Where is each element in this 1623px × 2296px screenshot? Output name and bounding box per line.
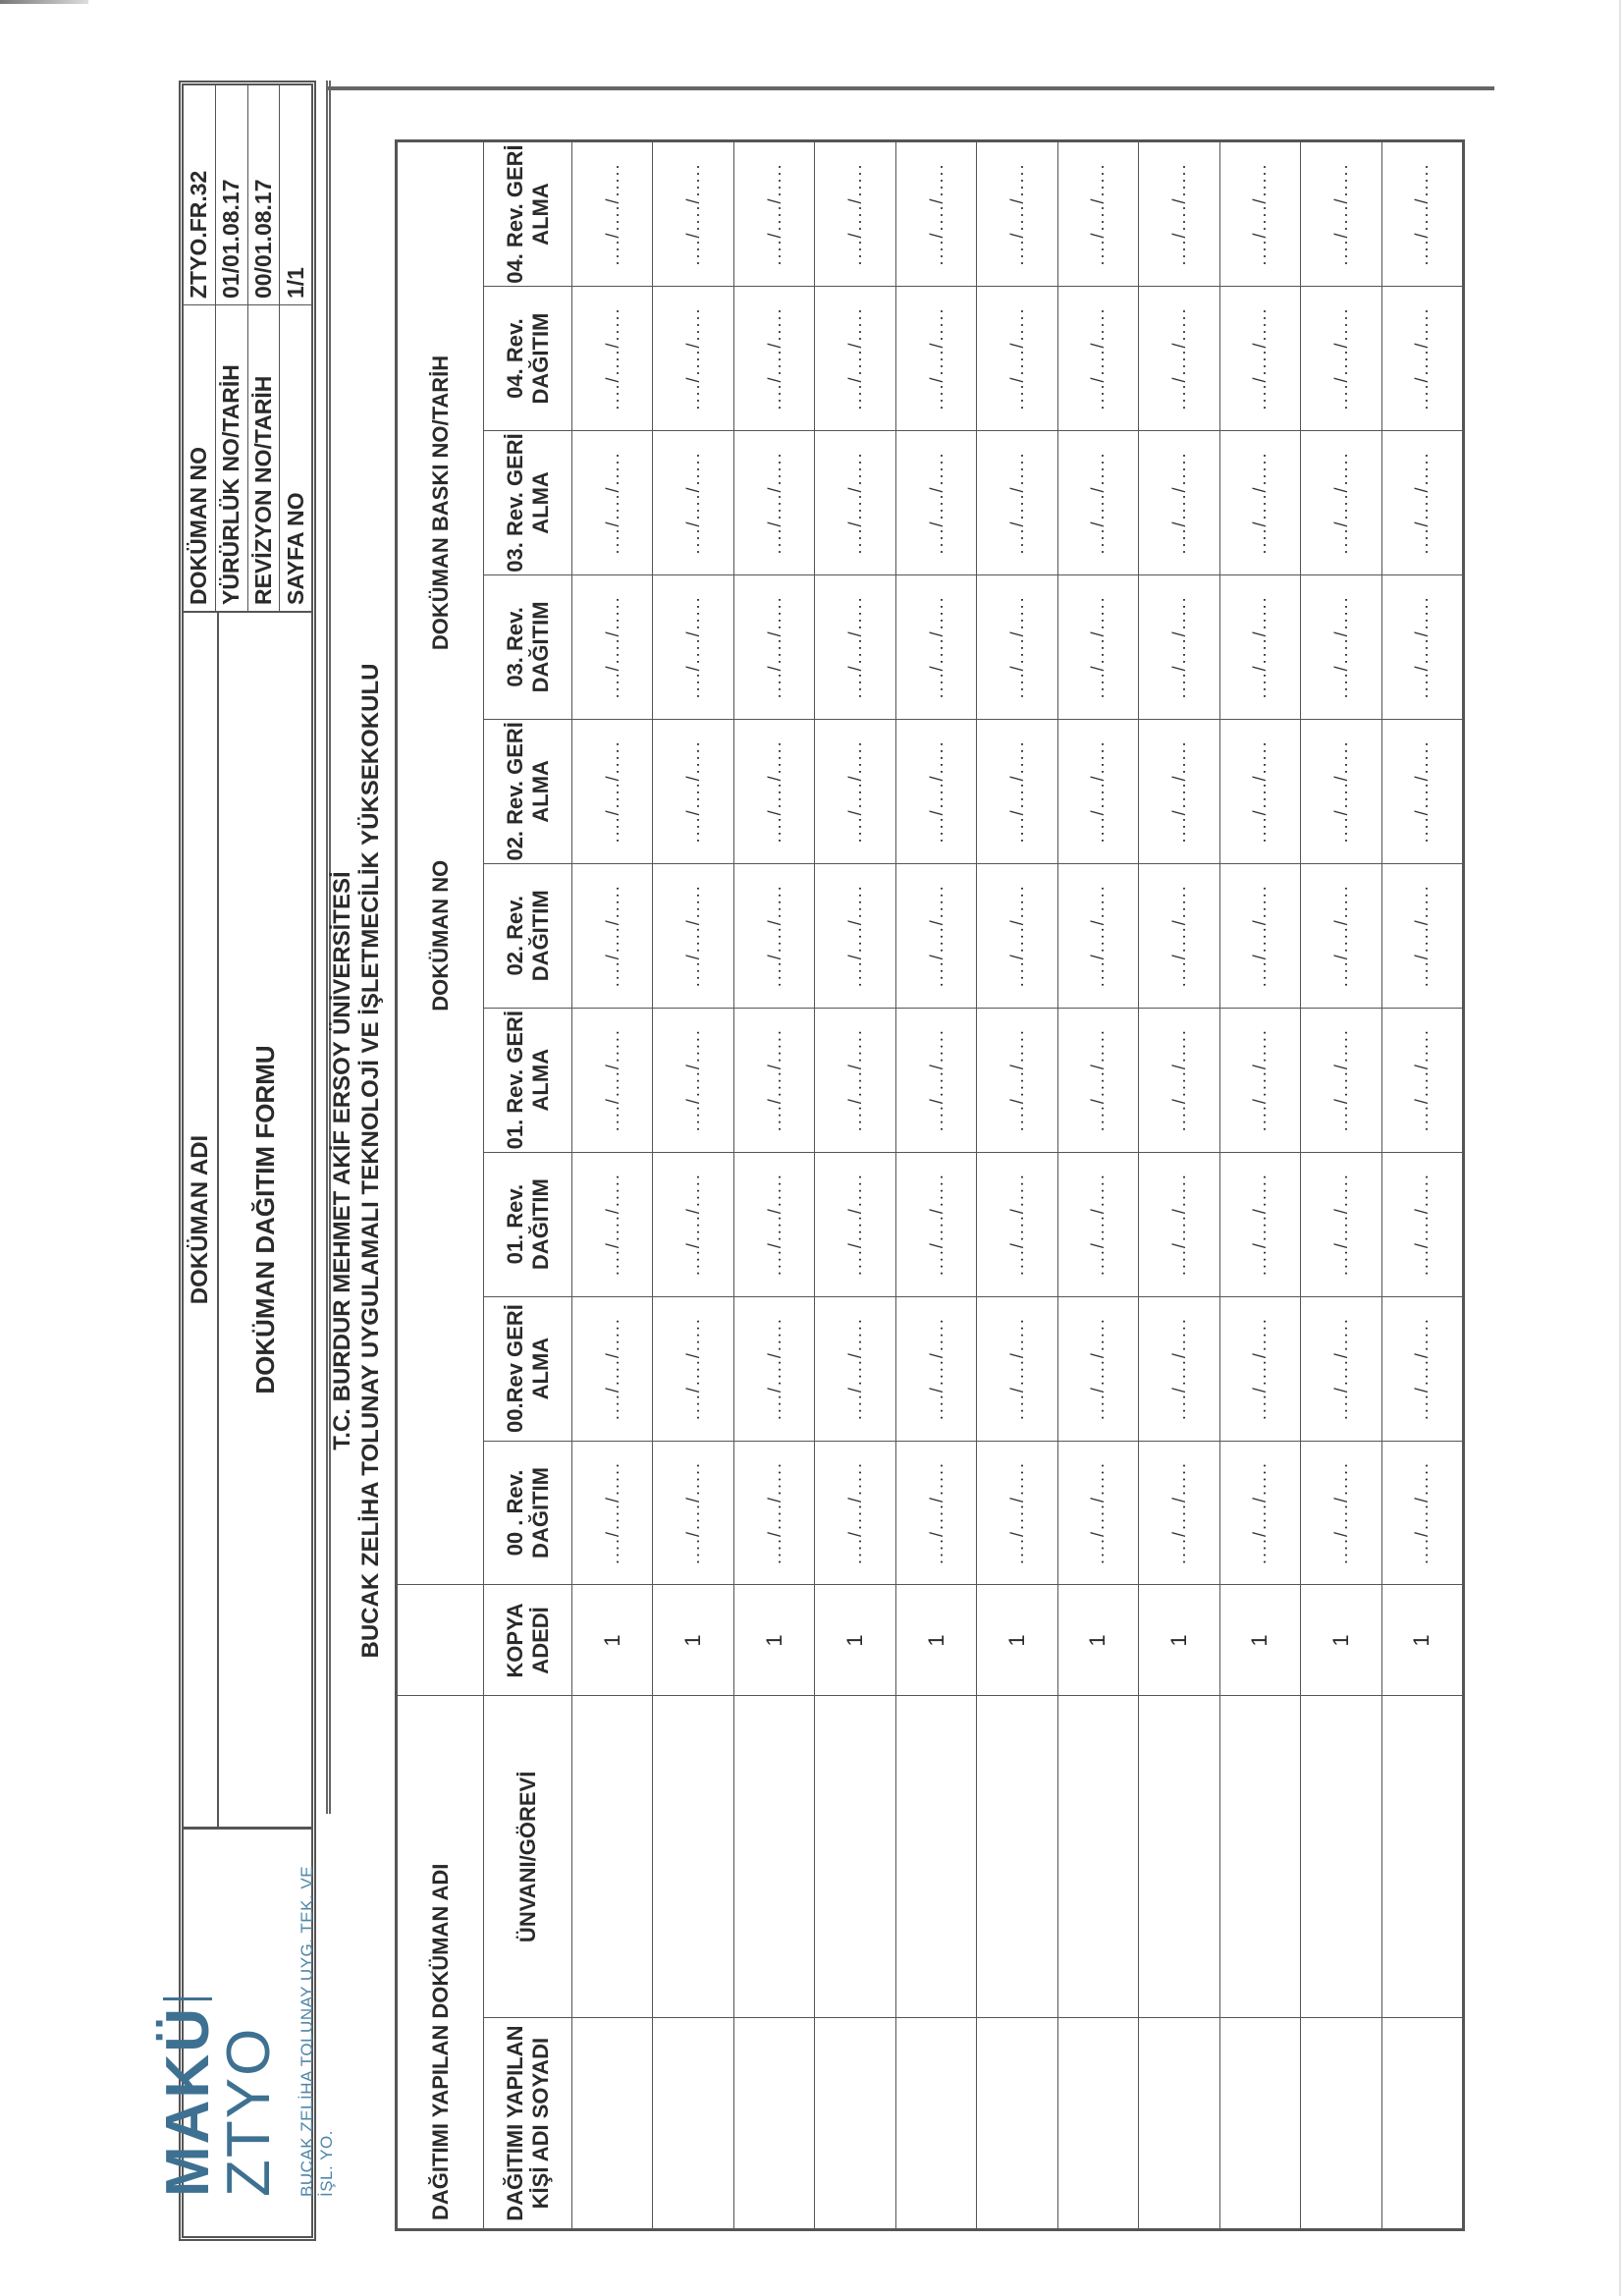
recipient-title-cell[interactable] — [815, 1696, 895, 2018]
recipient-name-cell[interactable] — [1301, 2018, 1381, 2229]
column-header: 00 . Rev. DAĞITIM — [484, 1441, 572, 1585]
recipient-title-cell[interactable] — [1381, 1696, 1462, 2018]
form-header — [154, 81, 336, 2241]
revision-date-cell[interactable]: ..../..../..... — [977, 287, 1057, 431]
column-header: ÜNVANI/GÖREVİ — [484, 1696, 572, 2018]
revision-date-cell[interactable]: ..../..../..... — [895, 1441, 976, 1585]
revision-date-cell[interactable]: ..../..../..... — [572, 142, 653, 287]
copy-count-cell: 1 — [1381, 1585, 1462, 1696]
logo-brand-right: ZTYO — [215, 2026, 283, 2197]
logo — [154, 1827, 336, 2236]
column-header: 01. Rev. GERİ ALMA — [484, 1008, 572, 1152]
revision-date-cell[interactable]: ..../..../..... — [895, 287, 976, 431]
table-row — [815, 142, 895, 2229]
recipient-title-cell[interactable] — [895, 1696, 976, 2018]
meta-value: ZTYO.FR.32 — [186, 170, 212, 299]
revision-date-cell[interactable]: ..../..../..... — [1301, 574, 1381, 719]
table-row — [895, 142, 976, 2229]
revision-date-cell[interactable]: ..../..../..... — [1057, 431, 1138, 575]
frame-divider — [326, 86, 1494, 90]
revision-date-cell[interactable]: ..../..../..... — [653, 574, 733, 719]
recipient-title-cell[interactable] — [572, 1696, 653, 2018]
institution-line-2: BUCAK ZELİHA TOLUNAY UYGULAMALI TEKNOLOJİ VE İŞLETMECİLİK YÜKSEKOKULU — [357, 663, 384, 1659]
logo-subtitle: BUCAK ZELİHA TOLUNAY UYG. TEK. VE İŞL. YO. — [298, 1865, 336, 2197]
revision-date-cell[interactable]: ..../..../..... — [1301, 863, 1381, 1008]
revision-date-cell[interactable]: ..../..../..... — [733, 719, 814, 863]
revision-date-cell[interactable]: ..../..../..... — [1057, 287, 1138, 431]
revision-date-cell[interactable]: ..../..../..... — [1381, 142, 1462, 287]
revision-date-cell[interactable]: ..../..../..... — [1057, 574, 1138, 719]
document-name-label: DOKÜMAN ADI — [184, 613, 219, 1827]
revision-date-cell[interactable]: ..../..../..... — [733, 142, 814, 287]
revision-date-cell[interactable]: ..../..../..... — [815, 1008, 895, 1152]
revision-date-cell[interactable]: ..../..../..... — [572, 1008, 653, 1152]
recipient-title-cell[interactable] — [733, 1696, 814, 2018]
recipient-title-cell[interactable] — [977, 1696, 1057, 2018]
revision-date-cell[interactable]: ..../..../..... — [895, 719, 976, 863]
revision-date-cell[interactable]: ..../..../..... — [1381, 1296, 1462, 1441]
column-header: DAĞITIMI YAPILAN KİŞİ ADI SOYADI — [484, 2018, 572, 2229]
revision-date-cell[interactable]: ..../..../..... — [1139, 142, 1219, 287]
meta-row-effective — [216, 85, 248, 611]
table-row — [733, 142, 814, 2229]
revision-date-cell[interactable]: ..../..../..... — [733, 863, 814, 1008]
revision-date-cell[interactable]: ..../..../..... — [1057, 863, 1138, 1008]
document-meta — [184, 85, 311, 611]
column-header: 01. Rev. DAĞITIM — [484, 1152, 572, 1296]
copy-count-cell: 1 — [653, 1585, 733, 1696]
revision-date-cell[interactable]: ..../..../..... — [1139, 1296, 1219, 1441]
column-header: 03. Rev. GERİ ALMA — [484, 431, 572, 575]
recipient-name-cell[interactable] — [1057, 2018, 1138, 2229]
revision-date-cell[interactable]: ..../..../..... — [1219, 719, 1300, 863]
recipient-name-cell[interactable] — [895, 2018, 976, 2229]
copy-count-cell: 1 — [977, 1585, 1057, 1696]
revision-date-cell[interactable]: ..../..../..... — [653, 1441, 733, 1585]
form-sheet — [154, 81, 1494, 2241]
revision-date-cell[interactable]: ..../..../..... — [572, 1296, 653, 1441]
revision-date-cell[interactable]: ..../..../..... — [815, 142, 895, 287]
revision-date-cell[interactable]: ..../..../..... — [653, 142, 733, 287]
recipient-name-cell[interactable] — [733, 2018, 814, 2229]
revision-date-cell[interactable]: ..../..../..... — [895, 1296, 976, 1441]
revision-date-cell[interactable]: ..../..../..... — [1139, 431, 1219, 575]
revision-date-cell[interactable]: ..../..../..... — [977, 1152, 1057, 1296]
meta-key: DOKÜMAN NO — [184, 304, 215, 611]
revision-date-cell[interactable]: ..../..../..... — [1219, 1296, 1300, 1441]
scan-edge-right — [1619, 0, 1621, 2296]
revision-date-cell[interactable]: ..../..../..... — [1057, 1441, 1138, 1585]
column-header: 02. Rev. DAĞITIM — [484, 863, 572, 1008]
revision-date-cell[interactable]: ..../..../..... — [572, 1152, 653, 1296]
table-row — [572, 142, 653, 2229]
revision-date-cell[interactable]: ..../..../..... — [653, 1152, 733, 1296]
revision-date-cell[interactable]: ..../..../..... — [1301, 1296, 1381, 1441]
copy-count-cell: 1 — [733, 1585, 814, 1696]
copy-count-cell: 1 — [1301, 1585, 1381, 1696]
revision-date-cell[interactable]: ..../..../..... — [815, 719, 895, 863]
revision-date-cell[interactable]: ..../..../..... — [733, 1152, 814, 1296]
distribution-table — [395, 139, 1465, 2231]
revision-date-cell[interactable]: ..../..../..... — [895, 431, 976, 575]
meta-value: 01/01.08.17 — [218, 179, 244, 299]
revision-date-cell[interactable]: ..../..../..... — [1381, 574, 1462, 719]
revision-date-cell[interactable]: ..../..../..... — [1381, 287, 1462, 431]
revision-date-cell[interactable]: ..../..../..... — [895, 1008, 976, 1152]
revision-date-cell[interactable]: ..../..../..... — [1139, 863, 1219, 1008]
meta-key: SAYFA NO — [280, 304, 311, 611]
revision-date-cell[interactable]: ..../..../..... — [1139, 1152, 1219, 1296]
revision-date-cell[interactable]: ..../..../..... — [1219, 142, 1300, 287]
logo-separator — [163, 1997, 212, 2000]
print-no-label: DOKÜMAN BASKI NO/TARİH — [398, 287, 484, 720]
revision-date-cell[interactable]: ..../..../..... — [653, 719, 733, 863]
revision-date-cell[interactable]: ..../..../..... — [1139, 574, 1219, 719]
revision-date-cell[interactable]: ..../..../..... — [815, 863, 895, 1008]
revision-date-cell[interactable]: ..../..../..... — [977, 719, 1057, 863]
revision-date-cell[interactable]: ..../..../..... — [1301, 287, 1381, 431]
revision-date-cell[interactable]: ..../..../..... — [815, 1152, 895, 1296]
table-row — [977, 142, 1057, 2229]
copy-count-cell: 1 — [1057, 1585, 1138, 1696]
recipient-title-cell[interactable] — [1301, 1696, 1381, 2018]
revision-date-cell[interactable]: ..../..../..... — [1381, 719, 1462, 863]
revision-date-cell[interactable]: ..../..../..... — [1301, 142, 1381, 287]
revision-date-cell[interactable]: ..../..../..... — [1301, 1008, 1381, 1152]
table-row — [1381, 142, 1462, 2229]
revision-date-cell[interactable]: ..../..../..... — [1219, 574, 1300, 719]
table-row — [653, 142, 733, 2229]
meta-value: 00/01.08.17 — [249, 179, 276, 299]
recipient-name-cell[interactable] — [1219, 2018, 1300, 2229]
blank-header-cell — [398, 1585, 484, 1696]
revision-date-cell[interactable]: ..../..../..... — [1219, 1152, 1300, 1296]
revision-date-cell[interactable]: ..../..../..... — [733, 1296, 814, 1441]
blank-header-cell — [398, 142, 484, 287]
revision-date-cell[interactable]: ..../..../..... — [1139, 1008, 1219, 1152]
revision-date-cell[interactable]: ..../..../..... — [1381, 1441, 1462, 1585]
revision-date-cell[interactable]: ..../..../..... — [815, 1441, 895, 1585]
revision-date-cell[interactable]: ..../..../..... — [733, 431, 814, 575]
revision-date-cell[interactable]: ..../..../..... — [733, 574, 814, 719]
revision-date-cell[interactable]: ..../..../..... — [977, 863, 1057, 1008]
revision-date-cell[interactable]: ..../..../..... — [1219, 863, 1300, 1008]
table-row — [1301, 142, 1381, 2229]
institution-title — [328, 81, 385, 2241]
revision-date-cell[interactable]: ..../..../..... — [1219, 431, 1300, 575]
revision-date-cell[interactable]: ..../..../..... — [653, 1296, 733, 1441]
revision-date-cell[interactable]: ..../..../..... — [1301, 431, 1381, 575]
blank-header-cell — [398, 1152, 484, 1585]
table-group-header-row — [398, 142, 484, 2229]
meta-key: YÜRÜRLÜK NO/TARİH — [216, 304, 247, 611]
recipient-name-cell[interactable] — [653, 2018, 733, 2229]
logo-brand-left: MAKÜ — [154, 2006, 222, 2197]
doc-no-label: DOKÜMAN NO — [398, 719, 484, 1152]
revision-date-cell[interactable]: ..../..../..... — [653, 287, 733, 431]
column-header: 02. Rev. GERİ ALMA — [484, 719, 572, 863]
copy-count-cell: 1 — [895, 1585, 976, 1696]
revision-date-cell[interactable]: ..../..../..... — [977, 1296, 1057, 1441]
revision-date-cell[interactable]: ..../..../..... — [572, 1441, 653, 1585]
revision-date-cell[interactable]: ..../..../..... — [653, 1008, 733, 1152]
table-row — [1219, 142, 1300, 2229]
revision-date-cell[interactable]: ..../..../..... — [1301, 1152, 1381, 1296]
revision-date-cell[interactable]: ..../..../..... — [977, 574, 1057, 719]
recipient-name-cell[interactable] — [815, 2018, 895, 2229]
revision-date-cell[interactable]: ..../..../..... — [1139, 287, 1219, 431]
revision-date-cell[interactable]: ..../..../..... — [977, 1441, 1057, 1585]
copy-count-cell: 1 — [1139, 1585, 1219, 1696]
recipient-title-cell[interactable] — [1219, 1696, 1300, 2018]
table-row — [1057, 142, 1138, 2229]
scan-edge — [0, 0, 88, 4]
distributed-doc-label: DAĞITIMI YAPILAN DOKÜMAN ADI — [398, 1696, 484, 2229]
revision-date-cell[interactable]: ..../..../..... — [1057, 1296, 1138, 1441]
revision-date-cell[interactable]: ..../..../..... — [1301, 719, 1381, 863]
revision-date-cell[interactable]: ..../..../..... — [1057, 1152, 1138, 1296]
copy-count-cell: 1 — [815, 1585, 895, 1696]
revision-date-cell[interactable]: ..../..../..... — [815, 287, 895, 431]
revision-date-cell[interactable]: ..../..../..... — [1381, 431, 1462, 575]
revision-date-cell[interactable]: ..../..../..... — [815, 431, 895, 575]
revision-date-cell[interactable]: ..../..../..... — [1057, 142, 1138, 287]
revision-date-cell[interactable]: ..../..../..... — [895, 574, 976, 719]
revision-date-cell[interactable]: ..../..../..... — [977, 431, 1057, 575]
column-header: 04. Rev. DAĞITIM — [484, 287, 572, 431]
meta-row-revision — [248, 85, 281, 611]
column-header: 04. Rev. GERİ ALMA — [484, 142, 572, 287]
revision-date-cell[interactable]: ..../..../..... — [1139, 1441, 1219, 1585]
meta-key: REVİZYON NO/TARİH — [248, 304, 280, 611]
column-header: 00.Rev GERİ ALMA — [484, 1296, 572, 1441]
recipient-name-cell[interactable] — [1139, 2018, 1219, 2229]
copy-count-cell: 1 — [572, 1585, 653, 1696]
revision-date-cell[interactable]: ..../..../..... — [572, 287, 653, 431]
meta-row-page — [280, 85, 311, 611]
revision-date-cell[interactable]: ..../..../..... — [895, 142, 976, 287]
institution-line-1: T.C. BURDUR MEHMET AKİF ERSOY ÜNİVERSİTESİ — [329, 871, 355, 1450]
column-header: 03. Rev. DAĞITIM — [484, 574, 572, 719]
revision-date-cell[interactable]: ..../..../..... — [1057, 719, 1138, 863]
revision-date-cell[interactable]: ..../..../..... — [895, 1152, 976, 1296]
revision-date-cell[interactable]: ..../..../..... — [815, 1296, 895, 1441]
revision-date-cell[interactable]: ..../..../..... — [1381, 1152, 1462, 1296]
recipient-title-cell[interactable] — [1057, 1696, 1138, 2018]
recipient-name-cell[interactable] — [572, 2018, 653, 2229]
document-name-box — [184, 611, 311, 1827]
revision-date-cell[interactable]: ..../..../..... — [1381, 863, 1462, 1008]
revision-date-cell[interactable]: ..../..../..... — [572, 719, 653, 863]
document-name-value: DOKÜMAN DAĞITIM FORMU — [249, 1045, 280, 1394]
revision-date-cell[interactable]: ..../..../..... — [815, 574, 895, 719]
revision-date-cell[interactable]: ..../..../..... — [1219, 1441, 1300, 1585]
revision-date-cell[interactable]: ..../..../..... — [1139, 719, 1219, 863]
revision-date-cell[interactable]: ..../..../..... — [572, 863, 653, 1008]
revision-date-cell[interactable]: ..../..../..... — [733, 1441, 814, 1585]
copy-count-cell: 1 — [1219, 1585, 1300, 1696]
revision-date-cell[interactable]: ..../..../..... — [1219, 287, 1300, 431]
recipient-name-cell[interactable] — [977, 2018, 1057, 2229]
logo-wordmark — [154, 1830, 283, 2197]
column-header: KOPYA ADEDİ — [484, 1585, 572, 1696]
revision-date-cell[interactable]: ..../..../..... — [733, 287, 814, 431]
revision-date-cell[interactable]: ..../..../..... — [1301, 1441, 1381, 1585]
revision-date-cell[interactable]: ..../..../..... — [733, 1008, 814, 1152]
revision-date-cell[interactable]: ..../..../..... — [572, 574, 653, 719]
recipient-name-cell[interactable] — [1381, 2018, 1462, 2229]
revision-date-cell[interactable]: ..../..../..... — [1219, 1008, 1300, 1152]
revision-date-cell[interactable]: ..../..../..... — [1381, 1008, 1462, 1152]
table-column-header-row — [484, 142, 572, 2229]
recipient-title-cell[interactable] — [1139, 1696, 1219, 2018]
revision-date-cell[interactable]: ..../..../..... — [572, 431, 653, 575]
revision-date-cell[interactable]: ..../..../..... — [977, 1008, 1057, 1152]
table-row — [1139, 142, 1219, 2229]
revision-date-cell[interactable]: ..../..../..... — [653, 863, 733, 1008]
revision-date-cell[interactable]: ..../..../..... — [1057, 1008, 1138, 1152]
revision-date-cell[interactable]: ..../..../..... — [653, 431, 733, 575]
recipient-title-cell[interactable] — [653, 1696, 733, 2018]
meta-row-doc-no — [184, 85, 216, 611]
meta-value: 1/1 — [282, 267, 308, 299]
revision-date-cell[interactable]: ..../..../..... — [895, 863, 976, 1008]
revision-date-cell[interactable]: ..../..../..... — [977, 142, 1057, 287]
